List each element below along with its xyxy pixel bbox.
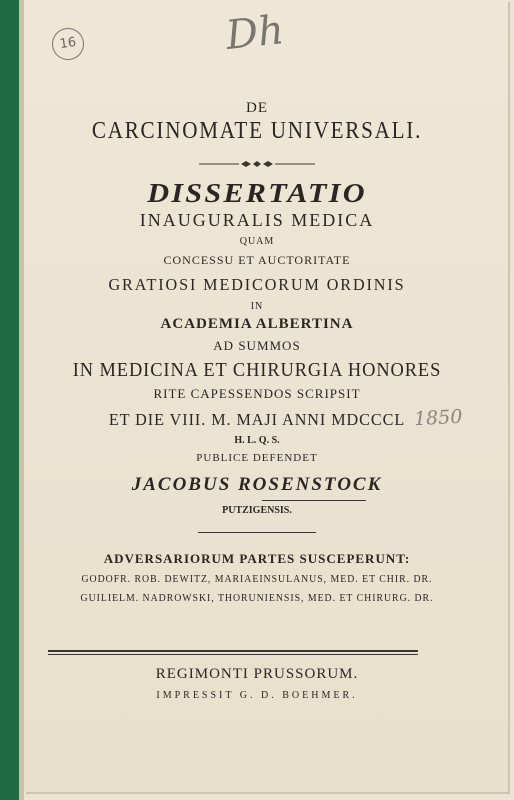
- honores-line: IN MEDICINA ET CHIRURGIA HONORES: [72, 359, 442, 381]
- author-name: JACOBUS ROSENSTOCK: [131, 474, 383, 495]
- imprint-rule-thick: [48, 650, 418, 652]
- quam-line: QUAM: [239, 236, 275, 247]
- date-line: ET DIE VIII. M. MAJI ANNI MDCCCL: [108, 410, 406, 429]
- rite-line: RITE CAPESSENDOS SCRIPSIT: [153, 386, 361, 401]
- circled-number: 16: [50, 26, 86, 62]
- opponents-heading: ADVERSARIORUM PARTES SUSCEPERUNT:: [103, 551, 411, 566]
- imprint-rule-thin: [48, 654, 418, 655]
- hlqs-line: H. L. Q. S.: [234, 435, 280, 446]
- concessu-line: CONCESSU ET AUCTORITATE: [163, 253, 351, 267]
- ornamental-divider: [199, 160, 315, 168]
- imprint-printer: IMPRESSIT G. D. BOEHMER.: [156, 690, 358, 701]
- imprint-city: REGIMONTI PRUSSORUM.: [155, 666, 359, 682]
- inauguralis-line: INAUGURALIS MEDICA: [139, 210, 375, 230]
- title-subject: CARCINOMATE UNIVERSALI.: [91, 118, 423, 144]
- dissertatio-heading: DISSERTATIO: [147, 178, 367, 208]
- section-rule-top: [198, 532, 316, 533]
- academia-line: ACADEMIA ALBERTINA: [160, 316, 354, 332]
- in-line: IN: [250, 301, 264, 312]
- handwritten-year: 1850: [413, 405, 463, 431]
- opponent-1: GODOFR. ROB. DEWITZ, MARIAEINSULANUS, MED. ET CHIR. DR.: [81, 574, 433, 585]
- opponent-2: GUILIELM. NADROWSKI, THORUNIENSIS, MED. ET CHIRURG. DR.: [80, 593, 434, 604]
- author-underline: [262, 500, 366, 501]
- ad-summos-line: AD SUMMOS: [213, 338, 301, 353]
- handwritten-signature: Dh: [223, 7, 287, 59]
- publice-line: PUBLICE DEFENDET: [196, 452, 318, 464]
- origin-line: PUTZIGENSIS.: [222, 505, 292, 516]
- title-de: DE: [246, 100, 268, 116]
- gratiosi-line: GRATIOSI MEDICORUM ORDINIS: [108, 275, 406, 294]
